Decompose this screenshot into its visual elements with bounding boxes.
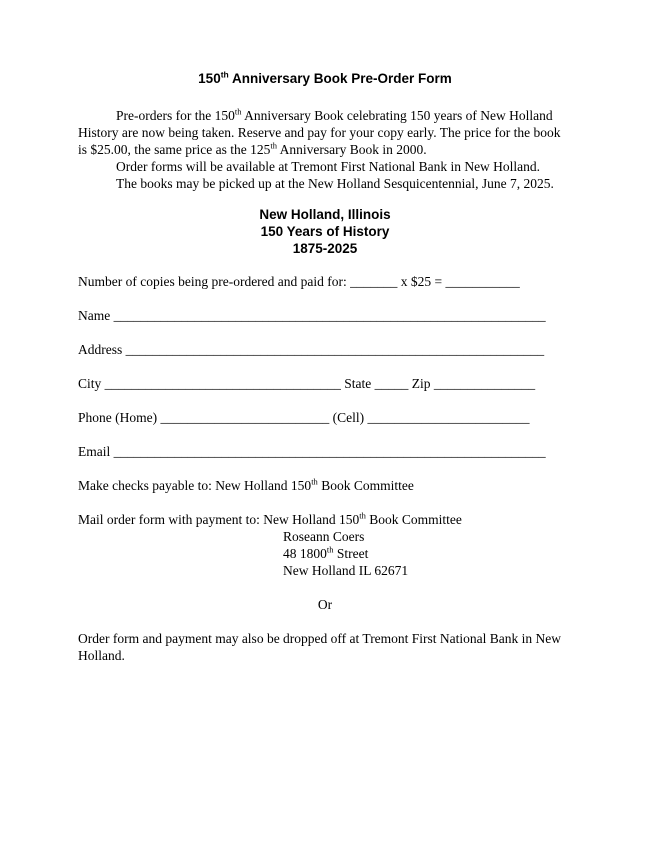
mail-line-1 [78,511,572,528]
zip-label: Zip [411,376,431,391]
copies-total-blank: ___________ [445,274,520,289]
email-label: Email [78,444,111,459]
checks-text: Make checks payable to: New Holland 150 [78,478,312,493]
mail-text: Mail order form with payment to: New Holland 150 [78,512,360,527]
name-line [78,307,572,324]
paragraph-text: Anniversary Book in 2000. [276,142,427,157]
name-blank: ________________________________________________________________ [113,308,546,323]
book-heading-block [78,206,572,257]
paragraph-text: Pre-orders for the 150 [116,108,235,123]
phone-home-blank: _________________________ [160,410,330,425]
checks-payable-line [78,477,572,494]
intro-paragraph-1 [78,107,572,158]
state-blank: _____ [374,376,409,391]
name-label: Name [78,308,111,323]
document-title [78,70,572,87]
copies-line [78,273,572,290]
mail-recipient-name: Roseann Coers [283,529,365,544]
address-label: Address [78,342,123,357]
email-blank: ________________________________________________________________ [113,444,546,459]
phone-cell-blank: ________________________ [367,410,530,425]
state-label: State [344,376,372,391]
phone-line [78,409,572,426]
city-blank: ___________________________________ [104,376,341,391]
heading-line-place: New Holland, Illinois [259,207,391,222]
mail-city-line: New Holland IL 62671 [283,563,409,578]
city-state-zip-line [78,375,572,392]
address-blank: ______________________________________________________________ [125,342,545,357]
mail-instructions-block [78,511,572,579]
heading-line-subtitle: 150 Years of History [260,224,390,239]
zip-blank: _______________ [433,376,536,391]
superscript-th: th [326,544,334,555]
title-text: 150 [198,71,221,86]
city-label: City [78,376,102,391]
phone-cell-label: (Cell) [332,410,365,425]
mail-street-text-rest: Street [333,546,369,561]
or-separator: Or [317,597,333,612]
copies-price-label: x $25 = [400,274,443,289]
intro-paragraph-3: The books may be picked up at the New Holland Sesquicentennial, June 7, 2025. [116,176,554,191]
heading-line-years: 1875-2025 [292,241,358,256]
closing-paragraph: Order form and payment may also be dropped off at Tremont First National Bank in New Holland. [78,631,562,663]
title-superscript-th: th [220,69,229,80]
mail-text-rest: Book Committee [365,512,462,527]
superscript-th: th [270,140,277,151]
copies-label: Number of copies being pre-ordered and paid for: [78,274,347,289]
phone-home-label: Phone (Home) [78,410,158,425]
mail-street-text: 48 1800 [283,546,327,561]
paragraph-text: Anniversary Book celebrating 150 years of New Holland History are now being taken. Reserve and pay for your copy early. The price for the book is $25.00, the same price as the 125 [78,108,561,157]
superscript-th: th [311,476,318,487]
title-text-rest: Anniversary Book Pre-Order Form [228,71,452,86]
intro-paragraph-2: Order forms will be available at Tremont First National Bank in New Holland. [116,159,541,174]
address-line [78,341,572,358]
checks-text-rest: Book Committee [317,478,414,493]
superscript-th: th [359,510,366,521]
email-line [78,443,572,460]
mail-street-address [283,545,572,562]
copies-blank: _______ [350,274,398,289]
superscript-th: th [234,106,242,117]
